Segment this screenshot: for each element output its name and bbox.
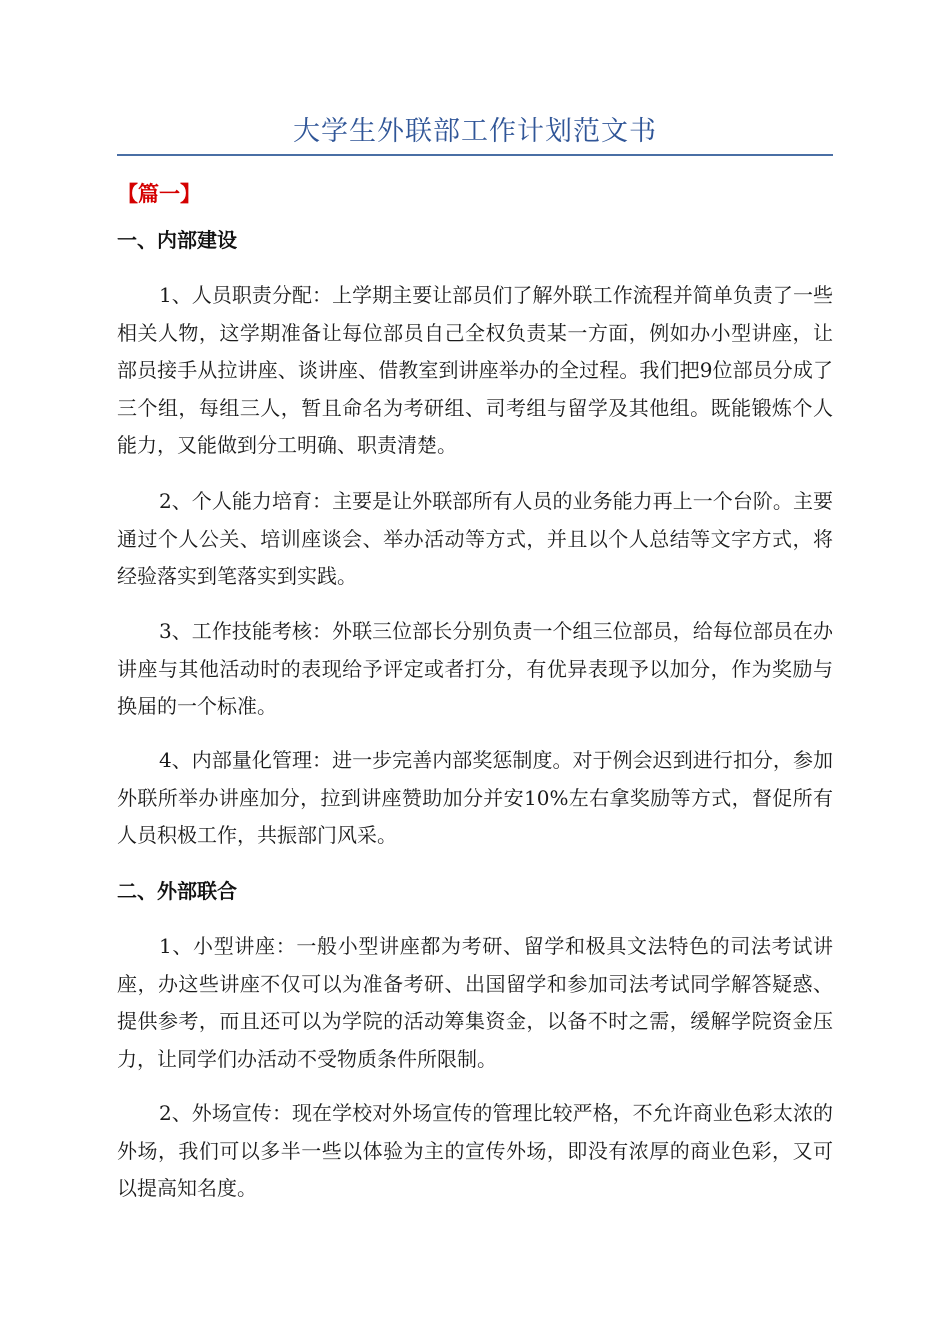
section-heading-external: 二、外部联合 [117, 879, 237, 903]
paragraph-external-1: 1、小型讲座：一般小型讲座都为考研、留学和极具文法特色的司法考试讲座，办这些讲座不仅可以为准备考研、出国留学和参加司法考试同学解答疑惑、提供参考，而且还可以为学院的活动筹集资金，以备不时之需，缓解学院资金压力，让同学们办活动不受物质条件所限制。 [117, 934, 833, 1071]
paragraph-internal-2: 2、个人能力培育：主要是让外联部所有人员的业务能力再上一个台阶。主要通过个人公关、培训座谈会、举办活动等方式，并且以个人总结等文字方式，将经验落实到笔落实到实践。 [117, 489, 833, 588]
paragraph-external-2: 2、外场宣传：现在学校对外场宣传的管理比较严格，不允许商业色彩太浓的外场，我们可以多半一些以体验为主的宣传外场，即没有浓厚的商业色彩，又可以提高知名度。 [117, 1101, 833, 1200]
paragraph-internal-1: 1、人员职责分配：上学期主要让部员们了解外联工作流程并简单负责了一些相关人物，这学期准备让每位部员自己全权负责某一方面，例如办小型讲座，让部员接手从拉讲座、谈讲座、借教室到讲座举办的全过程。我们把9位部员分成了三个组，每组三人，暂且命名为考研组、司考组与留学及其他组。既能锻炼个人能力，又能做到分工明确、职责清楚。 [117, 283, 833, 457]
section-heading-internal: 一、内部建设 [117, 228, 237, 252]
document-title: 大学生外联部工作计划范文书 [293, 116, 657, 147]
part-label: 【篇一】 [117, 182, 201, 206]
title-underline [117, 154, 833, 156]
paragraph-internal-3: 3、工作技能考核：外联三位部长分别负责一个组三位部员，给每位部员在办讲座与其他活动时的表现给予评定或者打分，有优异表现予以加分，作为奖励与换届的一个标准。 [117, 619, 833, 718]
paragraph-internal-4: 4、内部量化管理：进一步完善内部奖惩制度。对于例会迟到进行扣分，参加外联所举办讲座加分，拉到讲座赞助加分并安10%左右拿奖励等方式，督促所有人员积极工作，共振部门风采。 [117, 748, 833, 847]
